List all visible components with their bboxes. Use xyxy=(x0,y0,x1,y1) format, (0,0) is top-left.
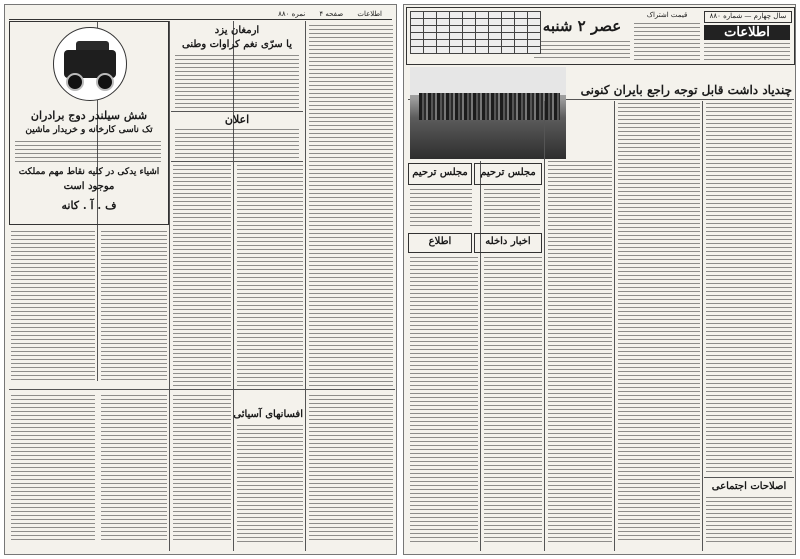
subscription-text xyxy=(634,23,700,61)
column-text xyxy=(484,257,542,543)
section-heading-2: مجلس ترحیم xyxy=(412,167,468,178)
car-illustration xyxy=(53,27,127,101)
news-photo xyxy=(410,67,566,159)
ad-title-1: ارمغان یزد xyxy=(214,25,260,36)
subscription-label: قیمت اشتراک xyxy=(646,11,688,19)
column-text xyxy=(101,231,167,381)
column-text xyxy=(173,395,231,543)
masthead-logo: اطلاعات xyxy=(704,25,790,40)
shop-line-4: موجود است xyxy=(63,181,115,192)
notice-text xyxy=(175,129,299,159)
shop-sign: ف . آ . کانه xyxy=(61,199,117,212)
masthead-title: عصر ۲ شنبه xyxy=(542,17,622,35)
left-header-right: اطلاعات xyxy=(357,10,382,18)
section-heading-5: اصلاحات اجتماعی xyxy=(711,481,787,492)
ad-text xyxy=(15,141,161,163)
column-text xyxy=(618,103,700,543)
column-text xyxy=(309,395,393,543)
story-title: افسانهای آسیائی xyxy=(233,409,303,420)
column-rule xyxy=(544,101,545,551)
shop-line-1: شش سیلندر دوج برادران xyxy=(30,109,148,122)
shop-line-2: تک ناسی کارخانه و خریدار ماشین xyxy=(25,125,153,135)
section-rule xyxy=(9,389,395,390)
column-text xyxy=(410,257,478,543)
notice-heading: اعلان xyxy=(224,113,250,126)
section-heading-1: مجلس ترحیم xyxy=(480,167,536,178)
column-rule xyxy=(480,161,481,551)
weather-table xyxy=(410,11,541,54)
column-text xyxy=(237,425,303,543)
column-text xyxy=(11,395,95,543)
left-page-header xyxy=(9,8,392,20)
column-text xyxy=(101,395,167,543)
section-rule xyxy=(171,161,303,162)
column-text xyxy=(309,25,393,387)
column-rule xyxy=(614,101,615,551)
left-page xyxy=(4,4,397,555)
section-heading-3: اطلاع xyxy=(428,236,452,247)
column-text xyxy=(706,103,792,473)
shop-line-3: اشیاء یدکی در کلیه نقاط مهم مملکت xyxy=(18,167,160,177)
column-text xyxy=(410,189,472,229)
section-heading-4: اخبار داخله xyxy=(485,236,531,247)
masthead-notes xyxy=(704,43,790,61)
section-rule xyxy=(171,111,303,112)
column-text xyxy=(706,497,792,543)
masthead-subtext xyxy=(534,41,630,59)
column-rule xyxy=(305,21,306,551)
column-text xyxy=(484,189,540,229)
left-header-center: صفحه ۴ xyxy=(319,10,344,18)
ad-title-2: یا سرّی نغم کراوات وطنی xyxy=(182,39,292,50)
column-text xyxy=(173,165,231,387)
main-headline: چندیاد داشت قابل توجه راجع بایران کنونی xyxy=(580,83,792,97)
column-text xyxy=(237,165,303,387)
column-rule xyxy=(169,21,170,551)
column-rule xyxy=(702,101,703,551)
year-issue: سال چهارم — شماره ۸۸۰ xyxy=(704,11,792,23)
right-page xyxy=(403,4,796,555)
column-text xyxy=(548,161,612,543)
ad-body-text xyxy=(175,55,299,111)
section-rule xyxy=(704,477,794,478)
left-header-left: نمره ۸۸۰ xyxy=(278,10,306,18)
column-text xyxy=(11,231,95,381)
